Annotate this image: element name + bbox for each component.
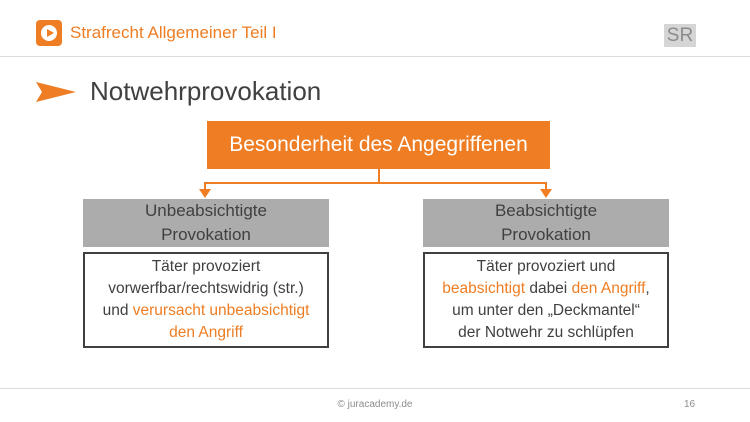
left-branch-detail: [83, 252, 329, 348]
root-node: Besonderheit des Angegriffenen: [207, 121, 550, 169]
left-branch-heading: [83, 199, 329, 247]
slide-title: Notwehrprovokation: [90, 76, 322, 106]
right-text-line2-plain: dabei: [525, 280, 572, 297]
arrow-pointer-icon: [36, 82, 76, 102]
left-heading-line2: Provokation: [161, 225, 251, 244]
right-text-line2-highlight-a: beabsichtigt: [442, 280, 526, 297]
header-divider: [0, 56, 750, 57]
right-branch-detail: [423, 252, 669, 348]
left-text-line1: Täter provoziert: [151, 258, 261, 275]
play-logo-icon: [36, 20, 62, 46]
sr-badge: SR: [664, 24, 696, 47]
arrowhead-right-icon: [540, 189, 552, 198]
left-text-line3-plain: und: [102, 302, 133, 319]
page-number: 16: [684, 399, 696, 410]
right-branch-heading: [423, 199, 669, 247]
left-heading-line1: Unbeabsichtigte: [145, 201, 267, 220]
left-text-line4: den Angriff: [169, 324, 243, 341]
right-text-line1: Täter provoziert und: [476, 258, 616, 275]
right-text-line2: [425, 278, 667, 300]
right-text-line3: um unter den „Deckmantel“: [452, 302, 640, 319]
right-text-line2-comma: ,: [645, 280, 650, 297]
right-text-line2-highlight-b: den Angriff: [571, 280, 646, 297]
footer-copyright: © juracademy.de: [337, 399, 413, 410]
left-text-line3: [85, 300, 327, 322]
right-heading-line2: Provokation: [501, 225, 591, 244]
connector-horizontal: [204, 182, 547, 184]
left-text-line3-highlight: verursacht unbeabsichtigt: [132, 302, 310, 319]
course-title: Strafrecht Allgemeiner Teil I: [70, 23, 277, 42]
right-text-line4: der Notwehr zu schlüpfen: [458, 324, 634, 341]
arrowhead-left-icon: [199, 189, 211, 198]
left-text-line2: vorwerfbar/rechtswidrig (str.): [108, 280, 304, 297]
right-heading-line1: Beabsichtigte: [494, 201, 598, 220]
footer-divider: [0, 388, 750, 389]
